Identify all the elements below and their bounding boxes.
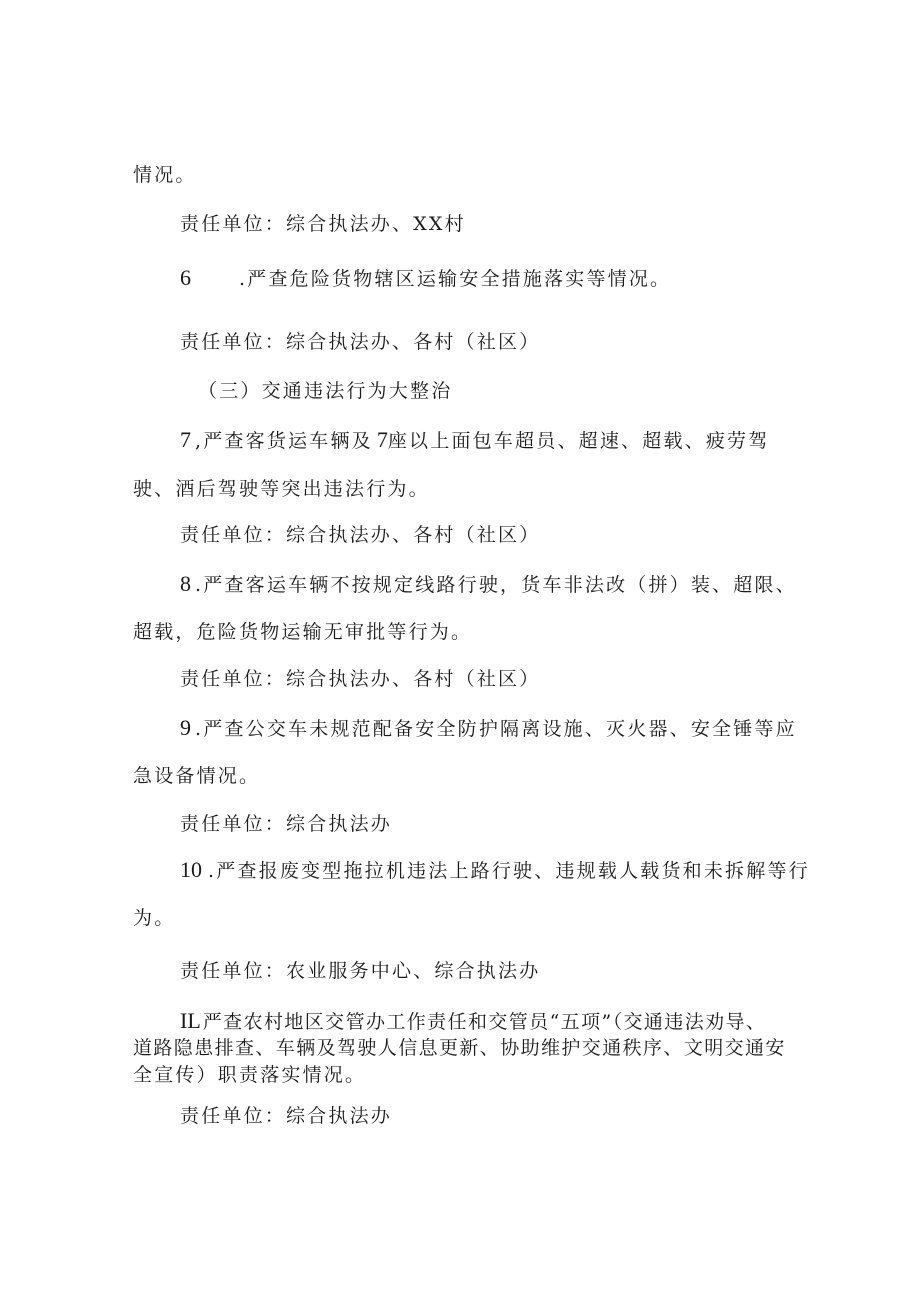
item-number: IL bbox=[180, 1008, 201, 1033]
item-text: .严查危险货物辖区运输安全措施落实等情况。 bbox=[239, 268, 672, 290]
paragraph-line: 急设备情况。 bbox=[133, 765, 261, 787]
seat-number: 7 bbox=[376, 427, 388, 452]
paragraph-line: 驶、酒后驾驶等突出违法行为。 bbox=[133, 478, 430, 500]
responsibility-line: 责任单位：农业服务中心、综合执法办 bbox=[180, 960, 541, 982]
paragraph-line: 道路隐患排查、车辆及驾驶人信息更新、协助维护交通秩序、文明交通安 bbox=[133, 1037, 786, 1059]
item-8 bbox=[180, 572, 797, 597]
item-6 bbox=[180, 266, 671, 291]
item-number: 10 bbox=[180, 857, 202, 882]
responsibility-line: 责任单位：综合执法办、各村（社区） bbox=[180, 668, 541, 690]
paragraph-line: 全宣传）职责落实情况。 bbox=[133, 1064, 367, 1086]
item-number: 9 bbox=[180, 715, 191, 740]
section-heading: （三）交通违法行为大整治 bbox=[198, 380, 453, 402]
responsibility-line: 责任单位：综合执法办 bbox=[180, 1105, 393, 1127]
item-text: 严查农村地区交管办工作责任和交管员“五项”（交通违法劝导、 bbox=[202, 1011, 767, 1033]
responsibility-line: 责任单位：综合执法办 bbox=[180, 813, 393, 835]
paragraph-line: 情况。 bbox=[133, 164, 197, 186]
item-7 bbox=[180, 428, 769, 453]
item-text: .严查公交车未规范配备安全防护隔离设施、灭火器、安全锤等应 bbox=[195, 718, 797, 740]
responsibility-line: 责任单位：综合执法办、各村（社区） bbox=[180, 524, 541, 546]
item-text: ,严查客货运车辆及 bbox=[195, 430, 373, 452]
item-9 bbox=[180, 716, 797, 741]
item-text: 座以上面包车超员、超速、超载、疲劳驾 bbox=[387, 430, 770, 452]
item-11 bbox=[180, 1009, 766, 1034]
responsibility-line: 责任单位：综合执法办、XX村 bbox=[180, 213, 466, 235]
item-text: .严查报废变型拖拉机违法上路行驶、违规载人载货和未拆解等行 bbox=[208, 860, 810, 882]
item-number: 6 bbox=[180, 265, 191, 290]
responsibility-line: 责任单位：综合执法办、各村（社区） bbox=[180, 331, 541, 353]
item-number: 7 bbox=[180, 427, 191, 452]
item-number: 8 bbox=[180, 571, 191, 596]
item-10 bbox=[180, 858, 810, 883]
paragraph-line: 为。 bbox=[133, 907, 176, 929]
item-text: .严查客运车辆不按规定线路行驶，货车非法改（拼）装、超限、 bbox=[195, 574, 797, 596]
paragraph-line: 超载，危险货物运输无审批等行为。 bbox=[133, 621, 473, 643]
